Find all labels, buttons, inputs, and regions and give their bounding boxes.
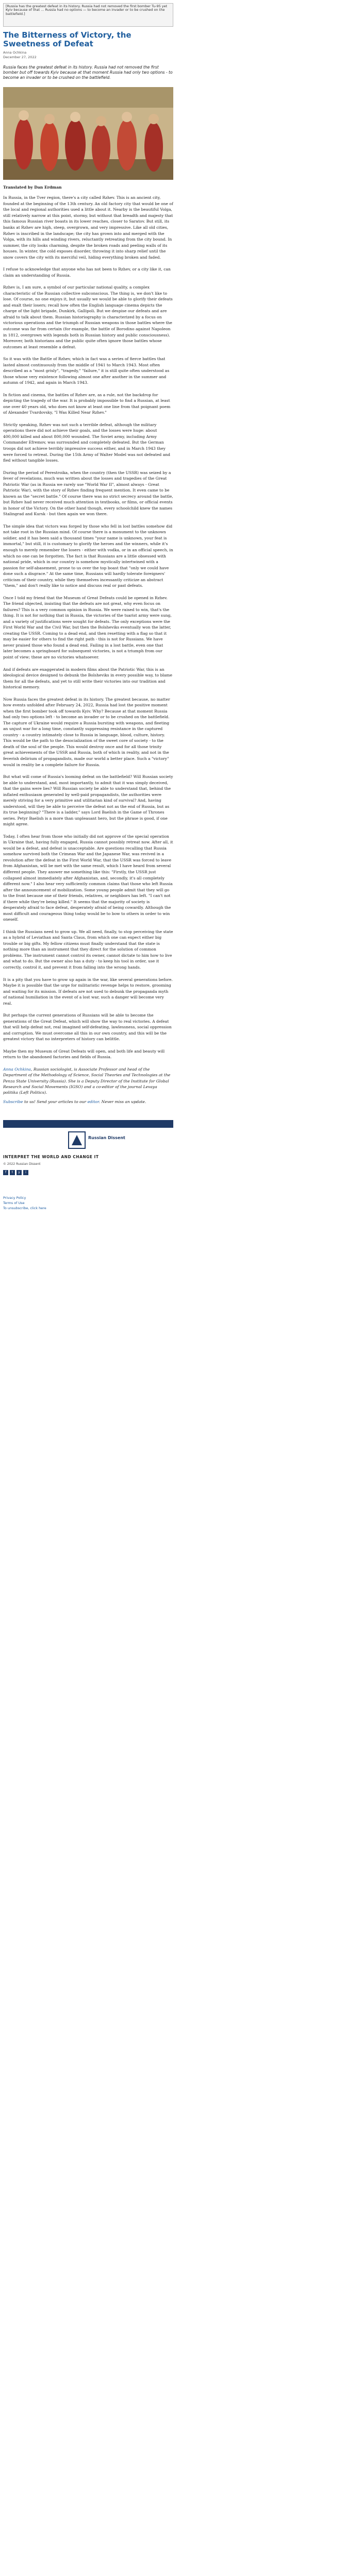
subscribe-line — [3, 1099, 173, 1105]
article-title[interactable]: The Bitterness of Victory, the Sweetness of Defeat — [3, 30, 132, 48]
paragraph: But perhaps the current generations of Russians will be able to become the generations of the Great Defeat, which will show the way to real victories. A defeat that will help defeat not, real imagined self-defeating, lawlessness, social oppression and corruption. We must overcome all this in our own country, and this will be the greatest victory that no interpreters of history can belittle. — [3, 1013, 172, 1042]
paragraph: Strictly speaking, Rzhev was not such a terrible defeat, although the military operations there did not achieve their goals, and the losses were huge: about 400,000 killed and about 800,000 wounded. The Soviet army, including Army Commander Efremov, was surrounded and completely defeated. But the German troops did not achieve terribly impressive success either, and in March 1943 they were forced to retreat. During the 15th Army of Walter Model was not defeated and fled without tangible losses. — [3, 422, 170, 463]
header-image-placeholder: [Russia has the greatest defeat in its history. Russia had not removed the first bomber Tu-95 yet Kyiv because of that ... Russia had no options — to become an invader or to be crushed on the battlefield.] — [3, 3, 173, 27]
editor-link[interactable]: editor — [87, 1099, 99, 1104]
privacy-policy-link[interactable]: Privacy Policy — [3, 1196, 26, 1200]
footer-logo-label: Russian Dissent — [88, 1136, 125, 1141]
terms-of-use-link[interactable]: Terms of Use — [3, 1200, 25, 1205]
subscribe-link[interactable]: Subscribe — [3, 1099, 23, 1104]
subscribe-text-mid: to us! Send your articles to our — [23, 1099, 88, 1104]
paragraph: During the period of Perestroika, when the country (then the USSR) was seized by a fever of revelations, much was written about the losses and tragedies of the Great Patriotic War (as in Russia we rarely use "World War II", almost always - Great Patriotic War), with the story of Rzhev finding frequent mention. It even came to be known as the "secret battle." Of course there was no strict secrecy around the battle, but Rzhev had never received much attention in textbooks, or films, or official events in honor of the Victory. On the other hand though, every schoolchild knew the names Stalingrad and Kursk - but then again we won there. — [3, 470, 173, 517]
paragraph: Now Russia faces the greatest defeat in its history. The greatest because, no matter how events unfolded after February 24, 2022, Russia had lost the positive moment when the first bomber took off towards Kyiv. Why? Because at that moment Russia had only two options left - to become an invader or to be crushed on the battlefield. The capture of Ukraine would require a Russia bursting with weapons, and fleeting an unjust war for a long time, constantly suppressing resistance in the captured country - a country intimately close to Russia in language, blood, culture, history. This would be the path to the desocialization of the sweet core of society - to the death of the soul of the people. This would destroy once and for all those trinity great achievements of the USSR and Russia, both of which in reality, and not in the feverish delirium of propagandists, made our world a better place. Such a "victory" would in reality be a complete failure for Russia. — [3, 697, 170, 767]
footer-copyright: © 2022 Russian Dissent — [3, 1162, 41, 1166]
article-date: December 27, 2022 — [3, 55, 37, 59]
unsubscribe-link[interactable]: To unsubscribe, click here — [3, 1206, 46, 1210]
author-bio — [3, 1066, 173, 1096]
paragraph: Once I told my friend that the Museum of Great Defeats could be opened in Rzhev. The friend objected, insisting that the defeats are not great, why even focus on failures? This is a very common opinion in Russia. We were raised to win, that's the thing. It is not for nothing that in Russia, the victories of the tsarist army were sung, and a variety of justifications were sought for defeats. The only exceptions were the First World War and the Civil War, but then the Bolsheviks eventually won the latter, creating the USSR. Coming to a dead end, and then resetting with a flag so that it may be easier for others to find the right path - this is not for Russians. We have never praised those who found a dead end. Failing in a lost battle, even one that later becomes a springboard for subsequent victories, is not a triumph from our point of view; these are no victories whatsoever. — [3, 595, 172, 660]
article-image — [3, 87, 173, 180]
paragraph: Maybe then my Museum of Great Defeats will open, and both life and beauty will return to the abandoned factories and fields of Russia. — [3, 1048, 165, 1060]
article-body — [3, 195, 173, 1060]
paragraph: And if defeats are exaggerated in modern films about the Patriotic War, this is an ideological device designed to debunk the Bolsheviks in every possible way, to blame them for all the defeats, and yet to still write their victories into our tradition and historical memory. — [3, 667, 172, 690]
paragraph: I refuse to acknowledge that anyone who has not been to Rzhev, or a city like it, can claim an understanding of Russia. — [3, 267, 171, 278]
article-lead: Russia faces the greatest defeat in its history. Russia had not removed the first bomber but off towards Kyiv because at that moment Russia had only two options - to become an invader or to be crushed on the battlefield. — [3, 64, 173, 80]
paragraph: In fiction and cinema, the battles of Rzhev are, as a rule, not the backdrop for depicting the tragedy of the war. It is probably impossible to find a Russian, at least one over 40 years old, who does not know at least one line from that poignant poem of Alexander Tvardovsky, "I Was Killed Near Rzhev." — [3, 392, 171, 415]
paragraph: Rzhev is, I am sure, a symbol of our particular national quality, a complex characteristic of the Russian collective subconscious. The thing is, we don't like to lose. Of course, no one enjoys it, but usually we would be able to glorify their defeats and exalt their losers; recall how often the English language cinema depicts the charge of the light brigade, Dunkirk, Gallipoli. But we despise our defeats and are afraid to talk about them. Russian historiography is characterized by a focus on victorious operations and the triumph of Russian weapons in those battles where the outcome was far from certain (for example, the battle of Borodino against Napoleon in 1812, overgrown with legends both in Russian history and public consciousness). Moreover, both historians and the public quite often ignore those battles whose outcomes at least resemble a defeat. — [3, 285, 173, 349]
paragraph: So it was with the Battle of Rzhev, which in fact was a series of fierce battles that lasted almost continuously from the middle of 1941 to March 1943. Most often described as a "most grisly", "tragedy," "failure," it is still quite often understood as those whose very existence following almost one after another in the summer and autumn of 1942, and again in March 1943. — [3, 357, 170, 385]
article-author: Anna Ochkina — [3, 50, 27, 55]
footer-logo[interactable] — [3, 1131, 173, 1149]
footer — [3, 1120, 173, 1211]
paragraph: The simple idea that victors was forged by those who fell in lost battles somehow did not take root in the Russian mind. Of course there is a monument to the unknown soldier, and it has been said a thousand times "your name is unknown, your feat is immortal," but still, it is customary to glorify the heroes and the winners, while it's enough to merely remember the losers - either with vodka, or in an official speech, in which no one can be forgotten. The fact is that Russians are a little obsessed with national pride, which in our country is somehow mystically intertwined with a passion for self-abasement, prone to us over the top boast that "only we could have done such a disgrace." At the same time, Russians will hardly tolerate foreigners' criticism of their country, while they themselves incessantly criticize an abstract "them," and don't really like to notice and discuss real or past defeats. — [3, 523, 173, 588]
footer-tagline: INTERPRET THE WORLD AND CHANGE IT — [3, 1155, 99, 1160]
paragraph: Today, I often hear from those who initially did not approve of the special operation in Ukraine that, having fully engaged, Russia cannot possibly retreat now. After all, it would be a defeat, and defeat is unacceptable. Are questions recalling that Russia somehow survived both the Crimean War and the Japanese War, was revived in a revolution after the defeat in the First World War, that the USSR was forced to leave from Afghanistan, will be met with the same result, which I have heard from several different people. They answer me something like this: "Firstly, the USSR just collapsed almost immediately after Afghanistan, and, secondly, it's all completely different now." I also hear very sufficiently common claims that those who left Russia after the announcement of mobilization. Some young people admit that they will go to the front because one of their friends, relatives, or neighbors has left. "I can't not if there while they're being killed." It seems that the majority of society is desperately afraid to face defeat, desperately afraid of being cowardly. Although the most difficult and courageous thing today would be to bow to others in order to win oneself. — [3, 834, 173, 922]
facebook-icon[interactable]: f — [3, 1170, 8, 1175]
translator-credit: Translated by Dan Erdman — [3, 185, 62, 190]
paragraph: In Russia, in the Tver region, there's a city called Rzhev. This is an ancient city, founded at the beginning of the 13th century. An old factory city that would be one of the local and regional authorities used a little about it. Nearby is the beautiful Volga, still relatively narrow at this point, stormy, but without that breadth and majesty that this famous Russian river boasts in its lower reaches, closer to Saratov. But still, its banks at Rzhev are high, steep, overgrown, and very impressive. Like all old cities, Rzhev is inscribed in the landscape; the city has grown into and merged with the Volga, with its hills and winding rivers, reluctantly retreating from the city bound. In summer, the city looks charming, despite the broken roads and peeling walls of its houses. In winter, the cold exposes disorder, throwing it into sharp relief until the snow covers the city with its merciful veil, hiding everything broken and faded. — [3, 195, 173, 260]
footer-band — [3, 1122, 173, 1128]
instagram-icon[interactable]: i — [23, 1170, 28, 1175]
subscribe-text-end: . Never miss an update. — [99, 1099, 146, 1104]
author-bio-text: , Russian sociologist, is Associate Professor and head of the Department of the Methodology of Science, Social Theories and Technologies at the Penza State University (Russia). She is a Deputy Director of the Institute for Global Research and Social Movements (IGSO) and a co-editor of the journal Levaya politika (Left Politics). — [3, 1066, 171, 1095]
author-bio-link[interactable]: Anna Ochkina — [3, 1066, 31, 1072]
russian-dissent-logo-icon — [68, 1131, 125, 1149]
twitter-icon[interactable]: t — [10, 1170, 15, 1175]
paragraph: But what will come of Russia's looming defeat on the battlefield? Will Russian society be able to understand, and, most importantly, to admit that it was simply deceived, that the gains were lies? Will Russian society be able to understand that, behind the inflated enthusiasm generated by well-paid propagandists, the authorities were merely striving for a very primitive and utilitarian kind of survival? And, having understood, will they be able to perceive the defeat not as the end of Russia, but as its true beginning? "There is a ladder," says Lord Baelish in the Game of Thrones series. Petyr Baelish is a more than unpleasant hero, but the phrase is good, if one might agree. — [3, 774, 173, 827]
youtube-icon[interactable]: y — [17, 1170, 22, 1175]
legal-links — [3, 1196, 173, 1211]
paragraph: It is a pity that you have to grow up again in the war, like several generations before. Maybe it is possible that the urge for militaristic revenge helps to restore, grooming and waiting for its mission. If defeats are not used to debunk the propaganda myth of national humiliation in the event of a lost war, such a danger will become very real. — [3, 977, 173, 1006]
paragraph: I think the Russians need to grow up. We all need, finally, to stop perceiving the state as a hybrid of Leviathan and Santa Claus, from which one can expect either big trouble or big gifts. My fellow citizens must finally understand that the state is nothing more than an instrument that they direct for the solution of common problems. The instrument cannot control its owner, cannot dictate to him how to live and what to do. But the owner also has a duty - to keep his tool in order, use it correctly, control it, and prevent it from falling into the wrong hands. — [3, 929, 173, 970]
newsletter-page — [3, 3, 173, 1211]
social-links — [3, 1170, 173, 1175]
